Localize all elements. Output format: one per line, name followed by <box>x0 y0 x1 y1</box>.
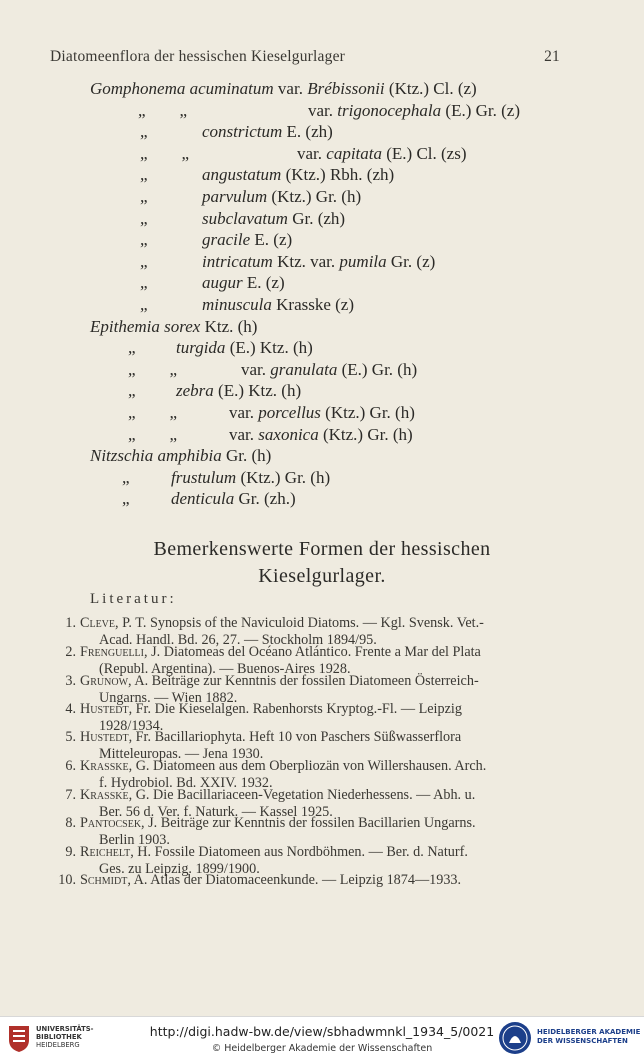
taxon-authority: Gr. (zh.) <box>234 489 296 509</box>
taxon-name: pumila <box>339 251 387 271</box>
running-header <box>50 48 560 66</box>
taxon-name: porcellus <box>258 403 321 422</box>
taxon-authority: var. <box>229 424 259 444</box>
ditto-mark: „ <box>140 295 148 314</box>
ditto-mark: „ „ <box>128 424 178 444</box>
taxon-name: augur <box>202 273 243 293</box>
reference-number: 7. <box>65 787 76 803</box>
ditto-mark: „ <box>140 273 148 293</box>
species-entry <box>0 78 644 100</box>
reference-author: Krasske <box>80 787 129 803</box>
taxon-name: zebra <box>176 381 214 401</box>
taxon-authority: E. (zh) <box>282 122 333 142</box>
taxon-authority: (E.) Gr. (h) <box>337 359 418 379</box>
ditto-mark: „ <box>140 251 148 271</box>
academy-name: HEIDELBERGER AKADEMIE DER WISSENSCHAFTEN <box>537 1028 641 1045</box>
taxon-name: angustatum <box>202 165 282 185</box>
taxon-authority: (E.) Ktz. (h) <box>213 381 302 401</box>
reference-text-continued: Acad. Handl. Bd. 26, 27. — Stockholm 1894/95. <box>99 631 377 648</box>
taxon-authority: Krasske (z) <box>271 295 355 314</box>
reference-number: 3. <box>65 673 76 689</box>
reference-number: 2. <box>65 644 76 660</box>
species-entry <box>0 143 644 165</box>
section-title <box>0 536 644 590</box>
species-entry <box>0 402 644 424</box>
taxon-name: intricatum <box>202 251 273 271</box>
taxon-authority: Gr. (z) <box>386 251 436 271</box>
species-entry <box>0 251 644 273</box>
ditto-mark: „ <box>140 122 148 142</box>
reference-number: 6. <box>65 758 76 774</box>
reference-text: , Fr. Die Kieselalgen. Rabenhorsts Kryptog.-Fl. — Leipzig <box>128 701 462 717</box>
taxon-name: denticula <box>171 489 235 509</box>
taxon-authority: (Ktz.) Gr. (h) <box>318 424 413 444</box>
reference-text: , J. Diatomeas del Océano Atlántico. Frente a Mar del Plata <box>144 644 481 660</box>
species-entry <box>0 208 644 230</box>
taxon-authority: var. <box>297 143 327 163</box>
reference-author: Reichelt <box>80 844 131 860</box>
reference-text-continued: (Republ. Argentina). — Buenos-Aires 1928. <box>99 660 351 677</box>
taxon-name: frustulum <box>171 467 237 487</box>
species-entry <box>0 380 644 402</box>
taxon-authority: var. <box>308 100 338 120</box>
species-entry <box>0 424 644 446</box>
ditto-mark: „ <box>122 489 130 509</box>
taxon-authority: (Ktz.) Rbh. (zh) <box>281 165 395 185</box>
taxon-name: trigonocephala <box>337 100 442 120</box>
library-name: UNIVERSITÄTS- BIBLIOTHEK HEIDELBERG <box>36 1025 94 1049</box>
taxon-authority: var. <box>229 403 259 422</box>
taxon-name: gracile <box>202 230 251 250</box>
taxon-authority: E. (z) <box>242 273 285 293</box>
taxon-name: granulata <box>270 359 338 379</box>
species-entry <box>0 164 644 186</box>
taxon-name: constrictum <box>202 122 283 142</box>
taxon-authority: var. <box>273 79 308 98</box>
reference-text-continued: Mitteleuropas. — Jena 1930. <box>99 745 264 762</box>
reference-text: , P. T. Synopsis of the Naviculoid Diatoms. — Kgl. Svensk. Vet.- <box>115 615 484 631</box>
ditto-mark: „ <box>140 208 148 228</box>
species-entry <box>0 337 644 359</box>
reference-number: 5. <box>65 729 76 745</box>
reference-text-continued: Berlin 1903. <box>99 831 170 848</box>
reference-author: Schmidt <box>80 872 128 888</box>
reference-text: , G. Die Bacillariaceen-Vegetation Niederhessens. — Abh. u. <box>128 787 476 803</box>
ditto-mark: „ „ <box>138 100 188 120</box>
page-number: 21 <box>544 48 560 65</box>
taxon-authority: E. (z) <box>250 230 293 250</box>
species-entry <box>0 359 644 381</box>
species-entry <box>0 488 644 510</box>
ditto-mark: „ „ <box>128 359 178 379</box>
species-entry <box>0 100 644 122</box>
species-entry <box>0 316 644 338</box>
taxon-authority: Gr. (zh) <box>287 208 346 228</box>
taxon-name: minuscula <box>202 295 272 314</box>
reference-number: 1. <box>65 615 76 631</box>
species-entry <box>0 121 644 143</box>
reference-text-continued: Ges. zu Leipzig. 1899/1900. <box>99 860 260 877</box>
academy-seal-icon <box>498 1021 532 1055</box>
section-title-line1: Bemerkenswerte Formen der hessischen <box>153 538 491 560</box>
species-entry <box>0 445 644 467</box>
reference-number: 9. <box>65 844 76 860</box>
reference-text: , Fr. Bacillariophyta. Heft 10 von Paschers Süßwasserflora <box>128 729 462 745</box>
literature-label: Literatur: <box>90 591 177 607</box>
reference-text-continued: Ber. 56 d. Ver. f. Naturk. — Kassel 1925. <box>99 803 333 820</box>
taxon-name: subclavatum <box>202 208 288 228</box>
reference-author: Cleve <box>80 615 116 631</box>
taxon-name: Gomphonema acuminatum <box>90 79 274 98</box>
ditto-mark: „ <box>122 467 130 487</box>
taxon-authority: (Ktz.) Gr. (h) <box>320 403 415 422</box>
taxon-authority: (E.) Ktz. (h) <box>225 338 313 358</box>
ditto-mark: „ <box>128 338 136 358</box>
species-entry <box>0 229 644 251</box>
section-title-line2: Kieselgurlager. <box>258 565 386 587</box>
ditto-mark: „ „ <box>128 403 178 422</box>
taxon-name: capitata <box>326 143 382 163</box>
taxon-name: parvulum <box>202 187 268 206</box>
species-entry <box>0 186 644 208</box>
taxon-name: Nitzschia amphibia <box>90 446 222 466</box>
reference-number: 10. <box>58 872 76 888</box>
species-entry <box>0 294 644 316</box>
reference-author: Pantocsek <box>80 815 142 831</box>
copyright-notice: © Heidelberger Akademie der Wissenschaften <box>211 1043 433 1054</box>
reference-author: Hustedt <box>80 729 129 745</box>
ditto-mark: „ <box>140 165 148 185</box>
running-title: Diatomeenflora der hessischen Kieselgurlager <box>50 48 346 65</box>
taxon-name: turgida <box>176 338 226 358</box>
reference-text-continued: 1928/1934. <box>99 717 164 734</box>
ditto-mark: „ „ <box>140 143 190 163</box>
species-entry <box>0 467 644 489</box>
taxon-authority: (E.) Cl. (zs) <box>382 143 467 163</box>
taxon-authority: Ktz. var. <box>272 251 340 271</box>
taxon-authority: Gr. (h) <box>221 446 272 466</box>
taxon-name: Epithemia sorex <box>90 316 201 336</box>
reference-author: Krasske <box>80 758 129 774</box>
reference-text: , G. Diatomeen aus dem Oberpliozän von Willershausen. Arch. <box>128 758 487 774</box>
ditto-mark: „ <box>140 230 148 250</box>
reference-text-continued: f. Hydrobiol. Bd. XXIV. 1932. <box>99 774 273 791</box>
taxon-name: saxonica <box>258 424 319 444</box>
reference-text: , H. Fossile Diatomeen aus Nordböhmen. — Ber. d. Naturf. <box>130 844 468 860</box>
taxon-name: Brébissonii <box>307 79 385 98</box>
reference-text: , A. Beiträge zur Kenntnis der fossilen Diatomeen Österreich- <box>128 673 479 689</box>
ditto-mark: „ <box>140 187 148 206</box>
taxon-authority: (E.) Gr. (z) <box>441 100 520 120</box>
reference-author: Hustedt <box>80 701 129 717</box>
reference-author: Frenguelli <box>80 644 144 660</box>
footer-bar <box>0 1016 644 1059</box>
taxon-authority: (Ktz.) Cl. (z) <box>384 79 477 98</box>
ditto-mark: „ <box>128 381 136 401</box>
reference-author: Grunow <box>80 673 129 689</box>
reference-number: 8. <box>65 815 76 831</box>
reference-text: , J. Beiträge zur Kenntnis der fossilen Bacillarien Ungarns. <box>141 815 476 831</box>
taxon-authority: (Ktz.) Gr. (h) <box>236 467 331 487</box>
taxon-authority: var. <box>241 359 271 379</box>
species-entry <box>0 272 644 294</box>
taxon-authority: (Ktz.) Gr. (h) <box>267 187 362 206</box>
reference-text-continued: Ungarns. — Wien 1882. <box>99 689 238 706</box>
permalink-url[interactable]: http://digi.hadw-bw.de/view/sbhadwmnkl_1934_5/0021 <box>149 1024 495 1039</box>
reference-number: 4. <box>65 701 76 717</box>
reference-text: , A. Atlas der Diatomaceenkunde. — Leipzig 1874—1933. <box>127 872 462 888</box>
taxon-authority: Ktz. (h) <box>200 316 258 336</box>
